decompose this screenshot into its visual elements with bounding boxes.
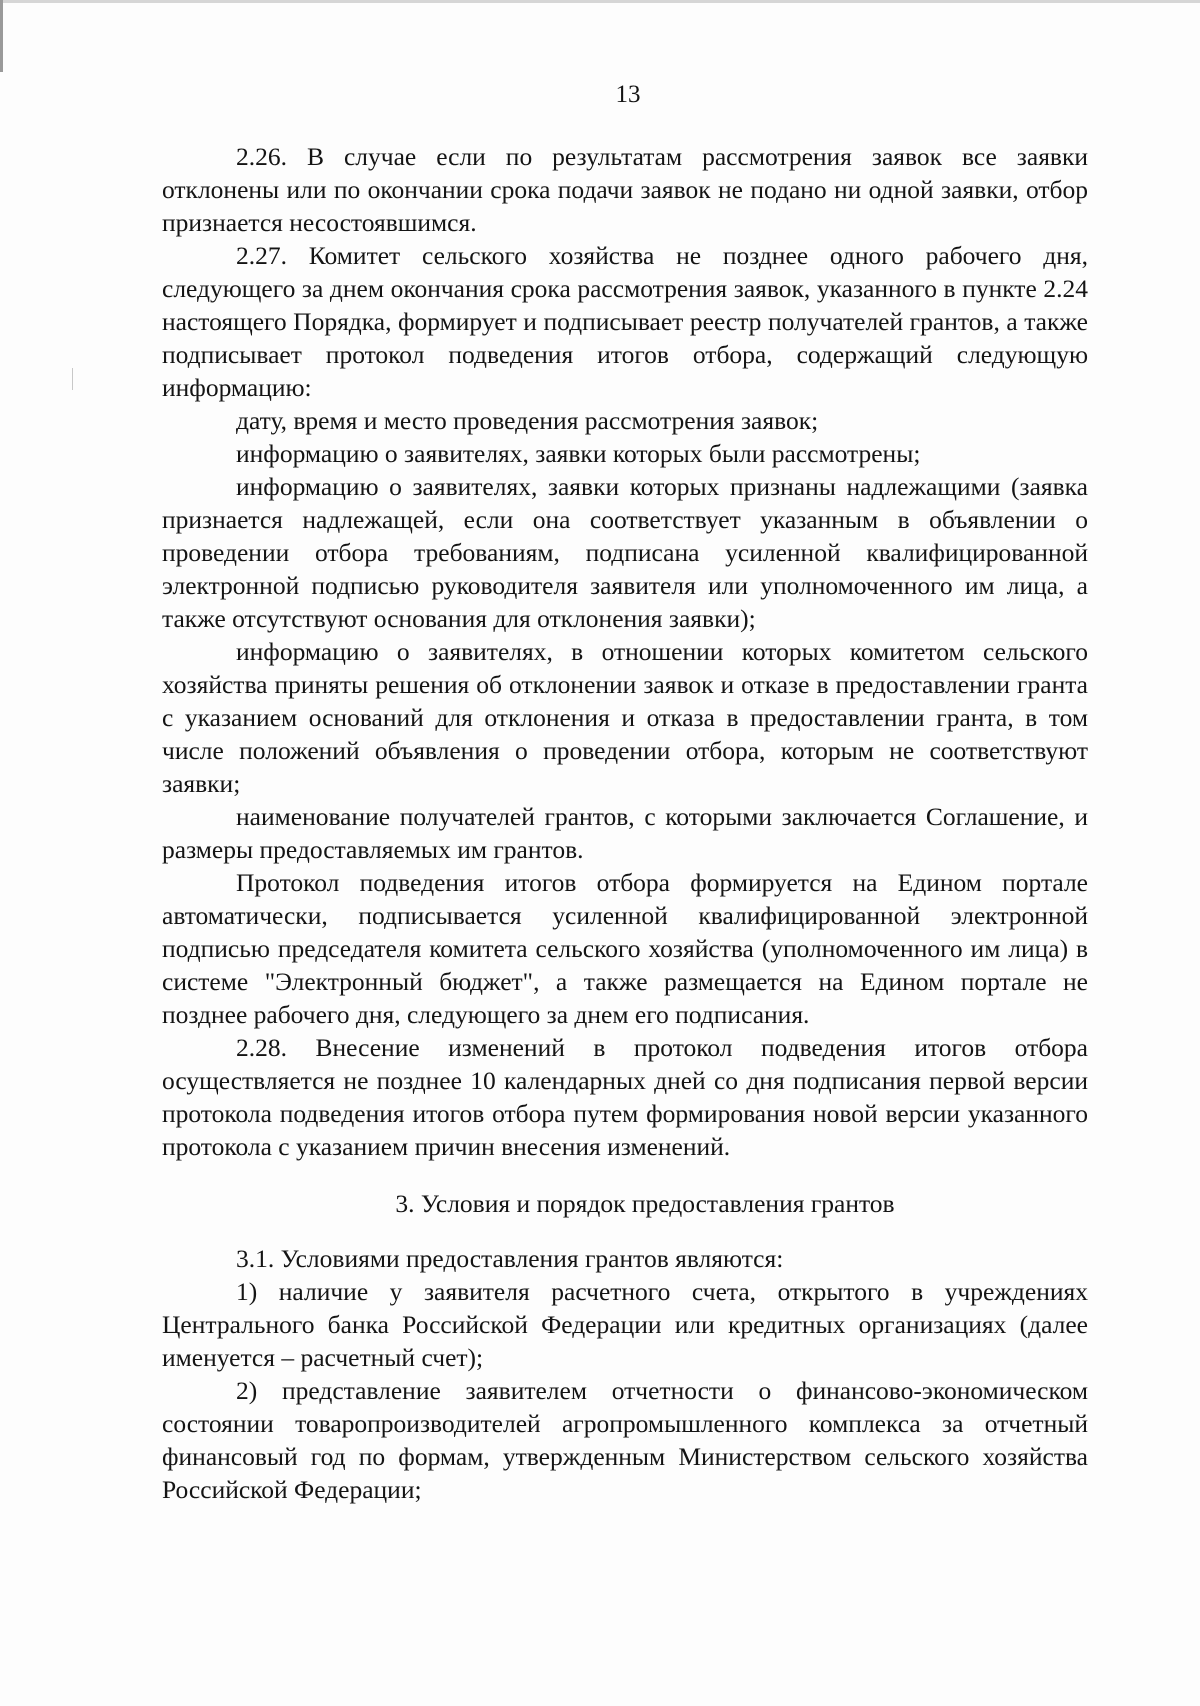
list-item-proper-applications: информацию о заявителях, заявки которых признаны надлежащими (заявка признается надлежащей, если она соответствует указанным в объявлении о проведении отбора требованиям, подписана усиленной квалифицированной электронной подписью руководителя заявителя или уполномоченного им лица, а также отсутствуют основания для отклонения заявки); — [162, 472, 1088, 633]
section-3-heading: 3. Условия и порядок предоставления грантов — [395, 1189, 895, 1218]
list-item-date-time-place: дату, время и место проведения рассмотрения заявок; — [236, 406, 819, 435]
scan-margin-mark — [72, 368, 73, 390]
spacer — [162, 1220, 1088, 1242]
condition-1-bank-account: 1) наличие у заявителя расчетного счета, открытого в учреждениях Центрального банка Российской Федерации или кредитных организациях (далее именуется – расчетный счет); — [162, 1277, 1088, 1372]
list-item-reviewed-applicants: информацию о заявителях, заявки которых были рассмотрены; — [236, 439, 921, 468]
paragraph-2-27: 2.27. Комитет сельского хозяйства не позднее одного рабочего дня, следующего за днем окончания срока рассмотрения заявок, указанного в пункте 2.24 настоящего Порядка, формирует и подписывает реестр получателей грантов, а также подписывает протокол подведения итогов отбора, содержащий следующую информацию: — [162, 241, 1088, 402]
list-item-grant-recipients: наименование получателей грантов, с которыми заключается Соглашение, и размеры предоставляемых им грантов. — [162, 802, 1088, 864]
scan-edge-left — [0, 0, 3, 72]
condition-2-financial-report: 2) представление заявителем отчетности о финансово-экономическом состоянии товаропроизводителей агропромышленного комплекса за отчетный финансовый год по формам, утвержденным Министерством сельского хозяйства Российской Федерации; — [162, 1376, 1088, 1504]
paragraph-2-28: 2.28. Внесение изменений в протокол подведения итогов отбора осуществляется не позднее 10 календарных дней со дня подписания первой версии протокола подведения итогов отбора путем формирования новой версии указанного протокола с указанием причин внесения изменений. — [162, 1033, 1088, 1161]
page-number: 13 — [615, 81, 641, 108]
paragraph-2-26: 2.26. В случае если по результатам рассмотрения заявок все заявки отклонены или по окончании срока подачи заявок не подано ни одной заявки, отбор признается несостоявшимся. — [162, 142, 1088, 237]
list-item-rejected-applicants: информацию о заявителях, в отношении которых комитетом сельского хозяйства приняты решения об отклонении заявок и отказе в предоставлении гранта с указанием оснований для отклонения и отказа в предоставлении гранта, в том числе положений объявления о проведении отбора, которым не соответствуют заявки; — [162, 637, 1088, 798]
spacer — [162, 1163, 1088, 1187]
paragraph-protocol-signing: Протокол подведения итогов отбора формируется на Едином портале автоматически, подписывается усиленной квалифицированной электронной подписью председателя комитета сельского хозяйства (уполномоченного им лица) в системе "Электронный бюджет", а также размещается на Едином портале не позднее рабочего дня, следующего за днем его подписания. — [162, 868, 1088, 1029]
document-body — [162, 140, 1088, 1506]
scan-edge-top — [0, 0, 1200, 3]
paragraph-3-1: 3.1. Условиями предоставления грантов являются: — [236, 1244, 784, 1273]
